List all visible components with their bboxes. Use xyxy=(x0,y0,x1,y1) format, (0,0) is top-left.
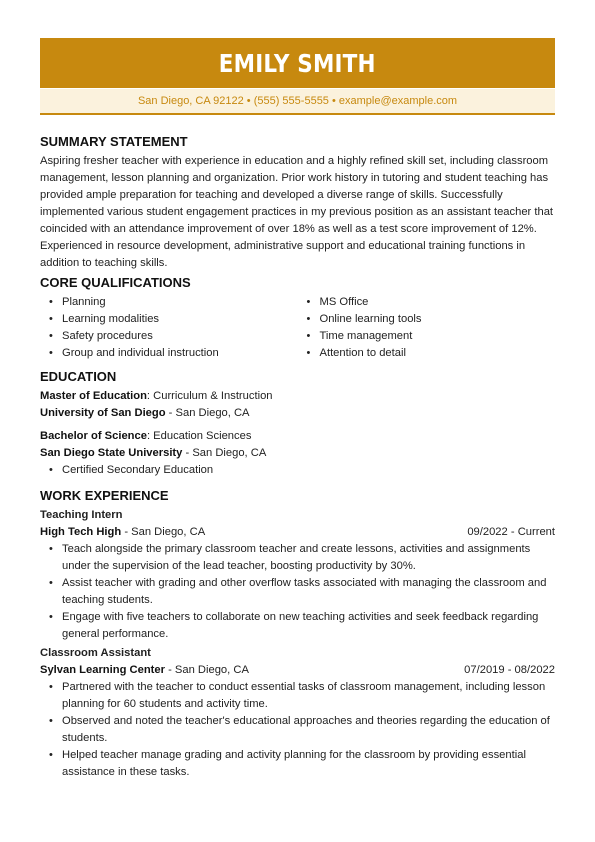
candidate-name: EMILY SMITH xyxy=(219,48,376,78)
qualifications-section xyxy=(40,272,555,362)
education-bullets xyxy=(40,462,555,479)
job-dates: 07/2019 - 08/2022 xyxy=(464,664,555,676)
job-title: Teaching Intern xyxy=(40,509,123,521)
summary-heading: SUMMARY STATEMENT xyxy=(40,134,188,149)
school-name: University of San Diego xyxy=(40,407,166,419)
contact-info: San Diego, CA 92122 • (555) 555-5555 • example@example.com xyxy=(137,95,458,107)
school-line xyxy=(40,445,555,462)
qualification-item: • Safety procedures xyxy=(40,328,298,345)
qualifications-right-column xyxy=(298,294,556,362)
job-bullet: • Engage with five teachers to collaborate on new teaching activities and seek feedback regarding general performance. xyxy=(40,609,555,643)
header-banner xyxy=(40,38,555,88)
job-title: Classroom Assistant xyxy=(40,647,151,659)
degree-field: : Education Sciences xyxy=(146,430,252,442)
qualification-item: • Attention to detail xyxy=(298,345,556,362)
job-company-row xyxy=(40,524,555,541)
job-bullet: • Teach alongside the primary classroom teacher and create lessons, activities and assignments under the supervision of the lead teacher, boosting productivity by 30%. xyxy=(40,541,555,575)
education-entry xyxy=(40,428,555,479)
job-entry xyxy=(40,645,555,781)
job-bullet: • Partnered with the teacher to conduct essential tasks of classroom management, including lesson planning for 60 students and activity time. xyxy=(40,679,555,713)
education-section xyxy=(40,366,555,479)
experience-heading: WORK EXPERIENCE xyxy=(40,488,169,503)
summary-text: Aspiring fresher teacher with experience in education and a highly refined skill set, including classroom management, lesson planning and organization. Prior work history in tutoring and student teaching has provided ample preparation for teaching and developed a diverse range of skills. Successfully implemented various student engagement practices in my previous position as an assistant teacher that coincided with an attendance improvement of over 18% as well as a test score improvement of 12%. Experienced in resource development, administrative support and educational training functions in addition to teaching skills. xyxy=(40,155,554,269)
job-company-line xyxy=(40,662,249,679)
school-location: - San Diego, CA xyxy=(165,407,250,419)
company-location: - San Diego, CA xyxy=(121,526,206,538)
qualifications-list xyxy=(40,294,555,362)
school-location: - San Diego, CA xyxy=(182,447,267,459)
job-bullet: • Helped teacher manage grading and activity planning for the classroom by providing essential assistance in these tasks. xyxy=(40,747,555,781)
summary-section xyxy=(40,131,555,272)
job-company-row xyxy=(40,662,555,679)
qualification-item: • Group and individual instruction xyxy=(40,345,298,362)
job-entry xyxy=(40,507,555,643)
degree-field: : Curriculum & Instruction xyxy=(146,390,273,402)
education-heading: EDUCATION xyxy=(40,369,117,384)
degree-line xyxy=(40,388,555,405)
company-name: High Tech High xyxy=(40,526,122,538)
education-bullet: • Certified Secondary Education xyxy=(40,462,555,479)
degree-name: Bachelor of Science xyxy=(40,430,147,442)
job-bullets xyxy=(40,541,555,643)
job-bullets xyxy=(40,679,555,781)
education-entry xyxy=(40,388,555,422)
qualifications-left-column xyxy=(40,294,298,362)
degree-line xyxy=(40,428,555,445)
qualification-item: • Learning modalities xyxy=(40,311,298,328)
company-name: Sylvan Learning Center xyxy=(40,664,165,676)
degree-name: Master of Education xyxy=(40,390,147,402)
experience-section xyxy=(40,485,555,781)
school-name: San Diego State University xyxy=(40,447,183,459)
job-company-line xyxy=(40,524,205,541)
qualification-item: • MS Office xyxy=(298,294,556,311)
qualification-item: • Time management xyxy=(298,328,556,345)
job-bullet: • Observed and noted the teacher's educational approaches and theories regarding the education of students. xyxy=(40,713,555,747)
qualification-item: • Planning xyxy=(40,294,298,311)
job-bullet: • Assist teacher with grading and other overflow tasks associated with managing the classroom and teaching students. xyxy=(40,575,555,609)
resume-content xyxy=(40,131,555,783)
job-dates: 09/2022 - Current xyxy=(467,526,555,538)
qualifications-heading: CORE QUALIFICATIONS xyxy=(40,275,191,290)
contact-bar xyxy=(40,89,555,115)
school-line xyxy=(40,405,555,422)
qualification-item: • Online learning tools xyxy=(298,311,556,328)
company-location: - San Diego, CA xyxy=(164,664,249,676)
